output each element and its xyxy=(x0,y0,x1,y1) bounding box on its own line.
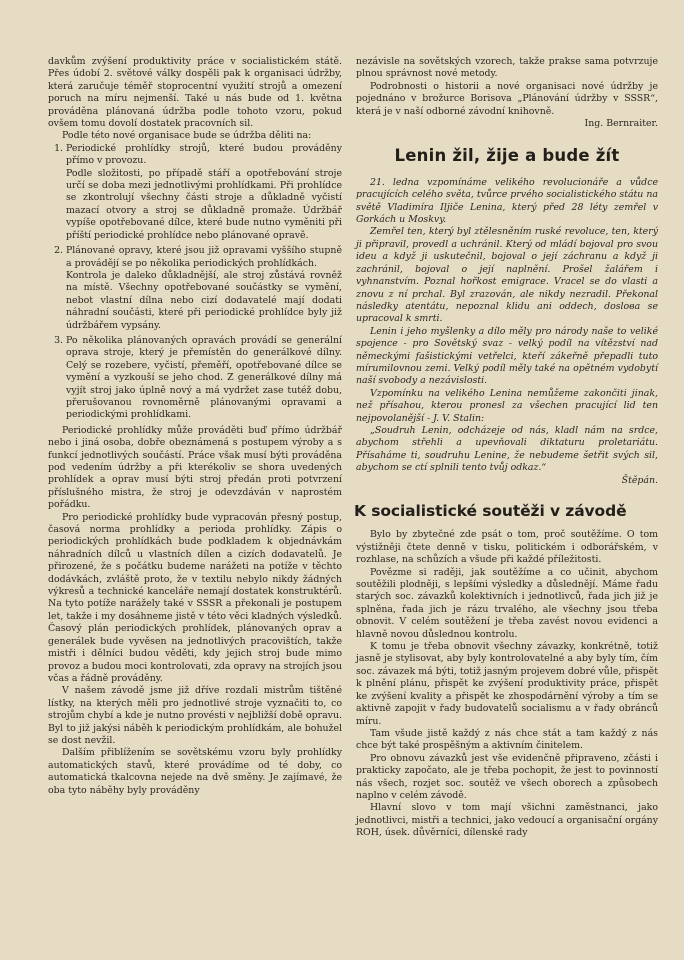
paragraph: Zemřel ten, který byl ztělesněním ruské revoluce, ten, který ji připravil, provedl a uchránil. Který od mládí bojoval pro svou ideu a když ji uskutečnil, bojoval o její záchranu a když ji zachránil, bojoval o její naplnění. Prošel žalářem i vyhnanstvím. Poznal hořkost emigrace. Vracel se do vlasti a znovu z ní prchal. Byl zrazován, ale nikdy nezradil. Překonal následky atentátu, nepoznal klidu ani oddech, dosloва se upracoval k smrti. xyxy=(356,226,658,325)
list-item xyxy=(66,143,342,242)
competition-article xyxy=(356,529,658,839)
list-item-title: 2. Plánované opravy, které jsou již opravami vyššího stupně a provádějí se po několika periodických prohlídkách. xyxy=(66,245,342,269)
paragraph: Periodické prohlídky může prováděti buď přímo údržbář nebo i jiná osoba, dobře obeznámená s postupem výroby a s funkcí jednotlivých součástí. Práce však musí býti prováděna pod vedením údržby a při kterékoliv se shora uvedených prohlídek a oprav musí býti stroj předán proti potvrzení příslušného mistra, že stroj je odevzdáván v naprostém pořádku. xyxy=(48,424,342,511)
list-item xyxy=(66,335,342,422)
author-signature: Ing. Bernraiter. xyxy=(584,118,658,130)
paragraph: Tam všude jistě každý z nás chce stát a tam každý z nás chce být také prospěšným a aktivním činitelem. xyxy=(356,727,658,752)
paragraph: Podrobnosti o historii a nové organisaci nové údržby je pojednáno v brožurce Borisova „Plánování údržby v SSSR“, která je v naší odborné závodní knihovně. xyxy=(356,80,658,117)
paragraph: Bylo by zbytečné zde psát o tom, proč soutěžíme. O tom výstižněji čtete denně v tisku, politickém i odborářském, v rozhlase, na schůzích a všude při každé příležitosti. xyxy=(356,529,658,566)
right-column xyxy=(356,56,658,840)
maintenance-list xyxy=(48,143,342,422)
list-item-title: 3. Po několika plánovaných opravách provádí se generální oprava stroje, který je přemístěn do generálkové dílny. Celý se rozebere, vyčistí, přeměří, opotřebované dílce se vymění a vyzkouší se jeho chod. Z generálkové dílny má vyjít stroj jako úplně nový a má vydržet zase tutéž dobu, přerušovanou rovnoměrně plánovanými opravami a periodickými prohlídkami. xyxy=(66,334,342,421)
paragraph: davkům zvýšení produktivity práce v socialistickém státě. Přes údobí 2. světové války dospěli pak k organisaci údržby, která zaručuje téměř stoprocentní využití strojů a omezení poruch na míru nejmenší. Také u nás bude od 1. května prováděna plánovaná údržba podle tohoto vzoru, pokud ovšem tomu dovolí dostatek pracovních sil. xyxy=(48,56,342,130)
paragraph: V našem závodě jsme již dříve rozdali mistrům tištěné lístky, na kterých měli pro jednotlivé stroje vyznačiti to, co strojům chybí a kde je nutno provésti v nejbližší době opravu. Byl to již jakýsi náběh k periodickým prohlídkám, ale bohužel se dost nevžil. xyxy=(48,685,342,746)
left-column xyxy=(48,56,342,797)
paragraph: K tomu je třeba obnovit všechny závazky, konkrétně, totiž jasně je stylisovat, aby byly kontrolovatelné a aby byly tím, čím soc. závazek má býti, totiž jasným projevem dobré vůle, přispět k plnění plánu, přispět ke zvýšení produktivity práce, přispět ke zvýšení kvality a přispět ke zhospodárnění výroby a tím se aktivně zapojit v řady budovatelů socialismu a v řady obránců míru. xyxy=(356,641,658,727)
paragraph: 21. ledna vzpomínáme velikého revolucionáře a vůdce pracujících celého světa, tvůrce prvého socialistického státu na světě Vladimíra Iljiče Lenina, který před 28 léty zemřel v Gorkách u Moskvy. xyxy=(356,176,658,226)
list-item-body: Kontrola je daleko důkladnější, ale stroj zůstává rovněž na místě. Všechny opotřebované součástky se vymění, nebot vlastní dílna nebo cizí dodavatelé mají dodati náhradní součásti, které při periodické prohlídce byly již údržbářem vypsány. xyxy=(66,269,342,331)
paragraph: Pro periodické prohlídky bude vypracován přesný postup, časová norma prohlídky a perioda prohlídky. Zápis o periodických prohlídkách bude podkladem k objednávkám náhradních dílců u vlastních dílen a cizích dodavatelů. Je přirozené, že s počátku budeme narážeti na potíže v těchto dodávkách, zvláště proto, že v textilu nebylo nikdy žádných výkresů a technické kanceláře nemají dostatek konstruktérů. Na tyto potíže narážely také v SSSR a překonali je postupem let, takže i my dosáhneme jistě v této věci kladných výsledků. Časový plán periodických prohlídek, plánovaných oprav a generálek bude vyvěsen na jednotlivých pracovištích, takže mistři i dělníci budou věděti, kdy jejich stroj bude mimo provoz a budou moci kontrolovati, zda opravy na strojích jsou včas a řádně prováděny. xyxy=(48,511,342,684)
lenin-article xyxy=(356,177,658,487)
paragraph: Vzpomínku na velikého Lenina nemůžeme zakončiti jinak, než přísahou, kterou pronesl za všechen pracující lid ten nejpovolanější - J. V. Stalin: xyxy=(356,387,658,424)
paragraph: Pro obnovu závazků jest vše evidenčně připraveno, zčásti i prakticky započato, ale je třeba pochopit, že jest to povinností nás všech, rozjet soc. soutěž ve všech oborech a způsobech naplno v celém závodě. xyxy=(356,752,658,801)
paragraph: Povězme si raději, jak soutěžíme a co učinit, abychom soutěžili plodněji, s lepšími výsledky a důslednějí. Máme řadu starých soc. závazků kolektivních i jednotlivců, řada jich již je splněna, řada jich je rázu trvalého, ale všechny jsou třeba obnovit. V celém soutěžení je třeba zavést novou evidenci a hlavně novou důslednou kontrolu. xyxy=(356,566,658,640)
paragraph: Lenin i jeho myšlenky a dílo měly pro národy naše to veliké spojence - pro Sovětský svaz - velký podíl na vítězství nad německými fašistickými vetřelci, kteří zákeřně přepadli tuto mírumilovnou zemi. Velký podíl měly také na opětném vydobytí naší svobody a nezávislosti. xyxy=(356,325,658,387)
stalin-quote: „Soudruh Lenin, odcházeje od nás, kladl nám na srdce, abychom střehli a upevňovali diktaturu proletariátu. Přísaháme ti, soudruhu Lenine, že nebudeme šetřit svých sil, abychom se ctí splnili tento tvůj odkaz.“ xyxy=(356,424,658,474)
list-item xyxy=(66,245,342,332)
paragraph: nezávisle na sovětských vzorech, takže prakse sama potvrzuje plnou správnost nové metody. xyxy=(356,56,658,80)
paragraph: Dalším přiblížením se sovětskému vzoru byly prohlídky automatických stavů, které provádíme od té doby, co automatická tkalcovna nejede na dvě směny. Je zajímavé, že oba tyto náběhy byly prováděny xyxy=(48,747,342,796)
lenin-article-heading: Lenin žil, žije a bude žít xyxy=(394,146,620,166)
competition-article-heading: K socialistické soutěži v závodě xyxy=(354,502,627,520)
paragraph: Hlavní slovo v tom mají všichni zaměstnanci, jako jednotlivci, mistři a technici, jako vedoucí a organisační orgány ROH, úsek. důvěrníci, dílenské rady xyxy=(356,802,658,839)
list-item-title: 1. Periodické prohlídky strojů, které budou prováděny přímo v provozu. xyxy=(66,142,342,167)
list-item-body: Podle složitosti, po případě stáří a opotřebování stroje určí se doba mezi jednotlivými prohlídkami. Při prohlídce se zkontrolují všechny části stroje a důkladně vyčistí mazací otvory a stroj se důkladně promaže. Údržbář vypíše opotřebované dílce, které bude nutno vyměniti při příští periodické prohlídce nebo plánované opravě. xyxy=(66,167,342,241)
paragraph: Podle této nové organisace bude se údržba děliti na: xyxy=(62,130,312,142)
author-signature: Štěpán. xyxy=(621,474,658,486)
